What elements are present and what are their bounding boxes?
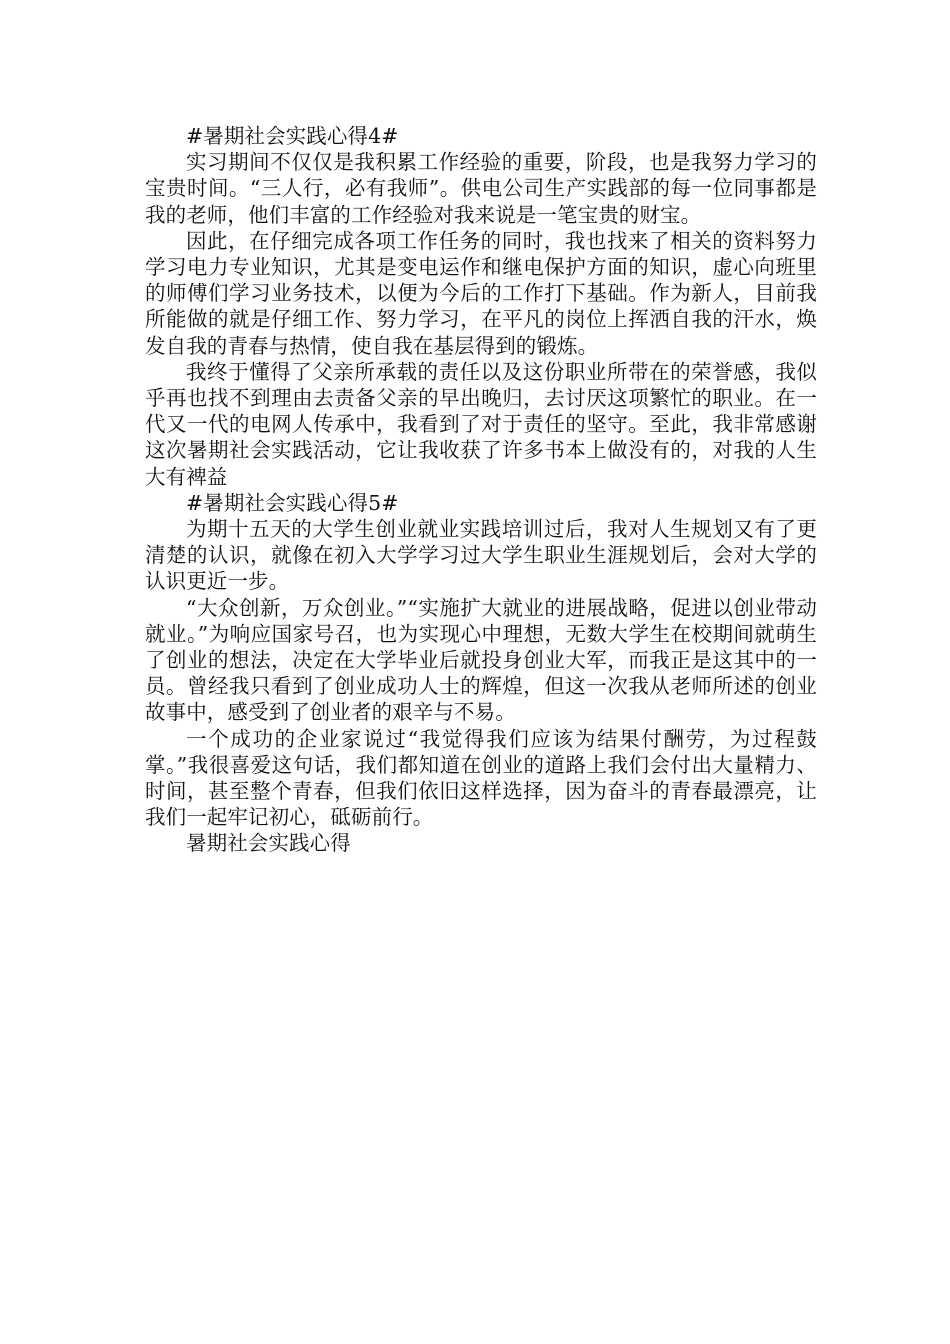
paragraph: 因此，在仔细完成各项工作任务的同时，我也找来了相关的资料努力学习电力专业知识，尤其是变电运作和继电保护方面的知识，虚心向班里的师傅们学习业务技术，以便为今后的工作打下基础。作为新人，目前我所能做的就是仔细工作、努力学习，在平凡的岗位上挥洒自我的汗水，焕发自我的青春与热情，使自我在基层得到的锻炼。 — [145, 228, 817, 358]
paragraph: 我终于懂得了父亲所承载的责任以及这份职业所带在的荣誉感，我似乎再也找不到理由去责备父亲的早出晚归，去讨厌这项繁忙的职业。在一代又一代的电网人传承中，我看到了对于责任的坚守。至此，我非常感谢这次暑期社会实践活动，它让我收获了许多书本上做没有的，对我的人生大有裨益 — [145, 359, 817, 489]
paragraph: 一个成功的企业家说过“我觉得我们应该为结果付酬劳，为过程鼓掌。”我很喜爱这句话，我们都知道在创业的道路上我们会付出大量精力、时间，甚至整个青春，但我们依旧这样选择，因为奋斗的青春最漂亮，让我们一起牢记初心，砥砺前行。 — [145, 726, 817, 830]
paragraph: “大众创新，万众创业。”“实施扩大就业的进展战略，促进以创业带动就业。”为响应国家号召，也为实现心中理想，无数大学生在校期间就萌生了创业的想法，决定在大学毕业后就投身创业大军，而我正是这其中的一员。曾经我只看到了创业成功人士的辉煌，但这一次我从老师所述的创业故事中，感受到了创业者的艰辛与不易。 — [145, 595, 817, 725]
document-body — [145, 123, 817, 857]
paragraph: 实习期间不仅仅是我积累工作经验的重要，阶段，也是我努力学习的宝贵时间。“三人行，必有我师”。供电公司生产实践部的每一位同事都是我的老师，他们丰富的工作经验对我来说是一笔宝贵的财宝。 — [145, 150, 817, 227]
section-heading-5: #暑期社会实践心得5# — [186, 490, 399, 515]
paragraph: 为期十五天的大学生创业就业实践培训过后，我对人生规划又有了更清楚的认识，就像在初入大学学习过大学生职业生涯规划后，会对大学的认识更近一步。 — [145, 517, 817, 594]
closing-title: 暑期社会实践心得 — [186, 831, 351, 856]
section-heading-4: #暑期社会实践心得4# — [186, 124, 399, 148]
